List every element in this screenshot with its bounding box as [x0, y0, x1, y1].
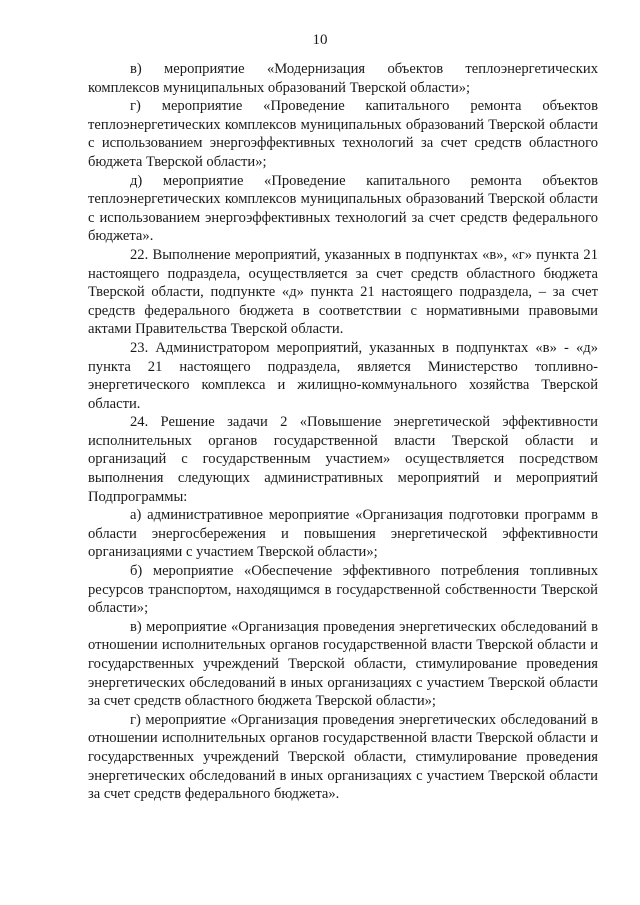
document-body — [88, 60, 598, 804]
paragraph-item-a: а) административное мероприятие «Организация подготовки программ в области энергосбережения и повышения энергетической эффективности организациями с участием Тверской области»; — [88, 507, 598, 561]
paragraph-item-v: в) мероприятие «Модернизация объектов теплоэнергетических комплексов муниципальных образований Тверской области»; — [88, 61, 598, 96]
paragraph-item-d: д) мероприятие «Проведение капитального ремонта объектов теплоэнергетических комплексов муниципальных образований Тверской области с использованием энергоэффективных технологий за счет средств федерального бюджета». — [88, 172, 598, 245]
paragraph-item-v2: в) мероприятие «Организация проведения энергетических обследований в отношении исполнительных органов государственной власти Тверской области и государственных учреждений Тверской области, стимулирование проведения энергетических обследований в иных организациях с участием Тверской области за счет средств областного бюджета Тверской области»; — [88, 618, 598, 710]
paragraph-clause-23: 23. Администратором мероприятий, указанных в подпунктах «в» - «д» пункта 21 настоящего подраздела, является Министерство топливно-энергетического комплекса и жилищно-коммунального хозяйства Тверской области. — [88, 339, 598, 412]
paragraph-item-b: б) мероприятие «Обеспечение эффективного потребления топливных ресурсов транспортом, находящимся в государственной собственности Тверской области»; — [88, 563, 598, 617]
paragraph-item-g: г) мероприятие «Проведение капитального ремонта объектов теплоэнергетических комплексов муниципальных образований Тверской области с использованием энергоэффективных технологий за счет средств областного бюджета Тверской области»; — [88, 98, 598, 170]
paragraph-clause-24: 24. Решение задачи 2 «Повышение энергетической эффективности исполнительных органов государственной власти Тверской области и организаций с государственным участием» осуществляется посредством выполнения следующих административных мероприятий и мероприятий Подпрограммы: — [88, 414, 598, 505]
paragraph-item-g2: г) мероприятие «Организация проведения энергетических обследований в отношении исполнительных органов государственной власти Тверской области и государственных учреждений Тверской области, стимулирование проведения энергетических обследований в иных организациях с участием Тверской области за счет средств федерального бюджета». — [88, 711, 598, 803]
paragraph-clause-22: 22. Выполнение мероприятий, указанных в подпунктах «в», «г» пункта 21 настоящего подраздела, осуществляется за счет средств областного бюджета Тверской области, подпункте «д» пункта 21 настоящего подраздела, – за счет средств федерального бюджета в соответствии с нормативными правовыми актами Правительства Тверской области. — [88, 246, 598, 338]
page-number: 10 — [312, 32, 328, 48]
